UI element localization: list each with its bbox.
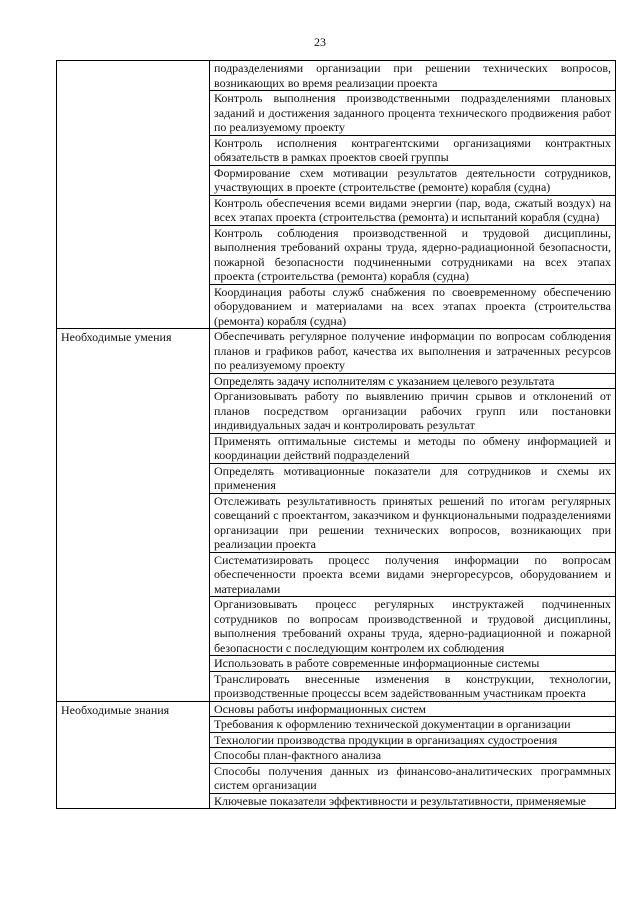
- list-item: Обеспечивать регулярное получение информации по вопросам соблюдения планов и графиков работ, качества их выполнения и затраченных ресурсов по реализуемому проекту: [214, 329, 611, 372]
- section-items: [210, 329, 616, 702]
- section-label: Необходимые знания: [57, 701, 210, 809]
- list-item: Контроль исполнения контрагентскими организациями контрактных обязательств в рамках проектов своей группы: [210, 135, 615, 165]
- list-item: Способы план-фактного анализа: [210, 747, 615, 763]
- list-item: Систематизировать процесс получения информации по вопросам обеспеченности проекта всеми видами энергоресурсов, оборудованием и материалами: [210, 552, 615, 597]
- table-row: [57, 61, 616, 329]
- list-item: Организовывать процесс регулярных инструктажей подчиненных сотрудников по вопросам производственной и трудовой дисциплины, выполнения требований охраны труда, ядерно-радиационной и пожарной безопасности с последующим контролем их соблюдения: [210, 596, 615, 655]
- list-item: Контроль выполнения производственными подразделениями плановых заданий и достижения заданного процента технического продвижения работ по реализуемому проекту: [210, 90, 615, 135]
- list-item: Использовать в работе современные информационные системы: [210, 655, 615, 671]
- list-item: Координация работы служб снабжения по своевременному обеспечению оборудованием и материалами на всех этапах проекта (строительства (ремонта) корабля (судна): [210, 284, 615, 329]
- list-item: Применять оптимальные системы и методы по обмену информацией и координации действий подразделений: [210, 433, 615, 463]
- list-item: Способы получения данных из финансово-аналитических программных систем организации: [210, 763, 615, 793]
- list-item: Контроль обеспечения всеми видами энергии (пар, вода, сжатый воздух) на всех этапах проекта (строительства (ремонта) и испытаний корабля (судна): [210, 195, 615, 225]
- list-item: Формирование схем мотивации результатов деятельности сотрудников, участвующих в проекте (строительстве (ремонте) корабля (судна): [210, 165, 615, 195]
- list-item: Отслеживать результативность принятых решений по итогам регулярных совещаний с проектантом, заказчиком и функциональными подразделениями организации при решении технических вопросов, возникающих при реализации проекта: [210, 493, 615, 552]
- list-item: Требования к оформлению технической документации в организации: [210, 716, 615, 732]
- list-item: Организовывать работу по выявлению причин срывов и отклонений от планов посредством организации рабочих групп или постановки индивидуальных задач и контролировать результат: [210, 388, 615, 433]
- table-row: [57, 329, 616, 702]
- list-item: Транслировать внесенные изменения в конструкции, технологии, производственные процессы всем задействованным участникам проекта: [210, 671, 615, 701]
- list-item: Контроль соблюдения производственной и трудовой дисциплины, выполнения требований охраны труда, ядерно-радиационной безопасности, пожарной безопасности подчиненными сотрудниками на всех этапах проекта (строительства (ремонта) корабля (судна): [210, 225, 615, 284]
- list-item: Основы работы информационных систем: [214, 701, 426, 716]
- list-item: подразделениями организации при решении технических вопросов, возникающих во время реализации проекта: [214, 61, 611, 90]
- list-item: Технологии производства продукции в организациях судостроения: [210, 732, 615, 748]
- table-row: [57, 701, 616, 809]
- list-item: Определять мотивационные показатели для сотрудников и схемы их применения: [210, 463, 615, 493]
- page-number: 23: [314, 35, 326, 49]
- section-items: [210, 701, 616, 809]
- section-label: Необходимые умения: [57, 329, 210, 702]
- section-items: [210, 61, 616, 329]
- requirements-table: [56, 60, 616, 809]
- requirements-table-body: [57, 61, 616, 809]
- list-item: Ключевые показатели эффективности и результативности, применяемые: [210, 793, 615, 809]
- list-item: Определять задачу исполнителям с указанием целевого результата: [210, 373, 615, 389]
- section-label: [57, 61, 210, 329]
